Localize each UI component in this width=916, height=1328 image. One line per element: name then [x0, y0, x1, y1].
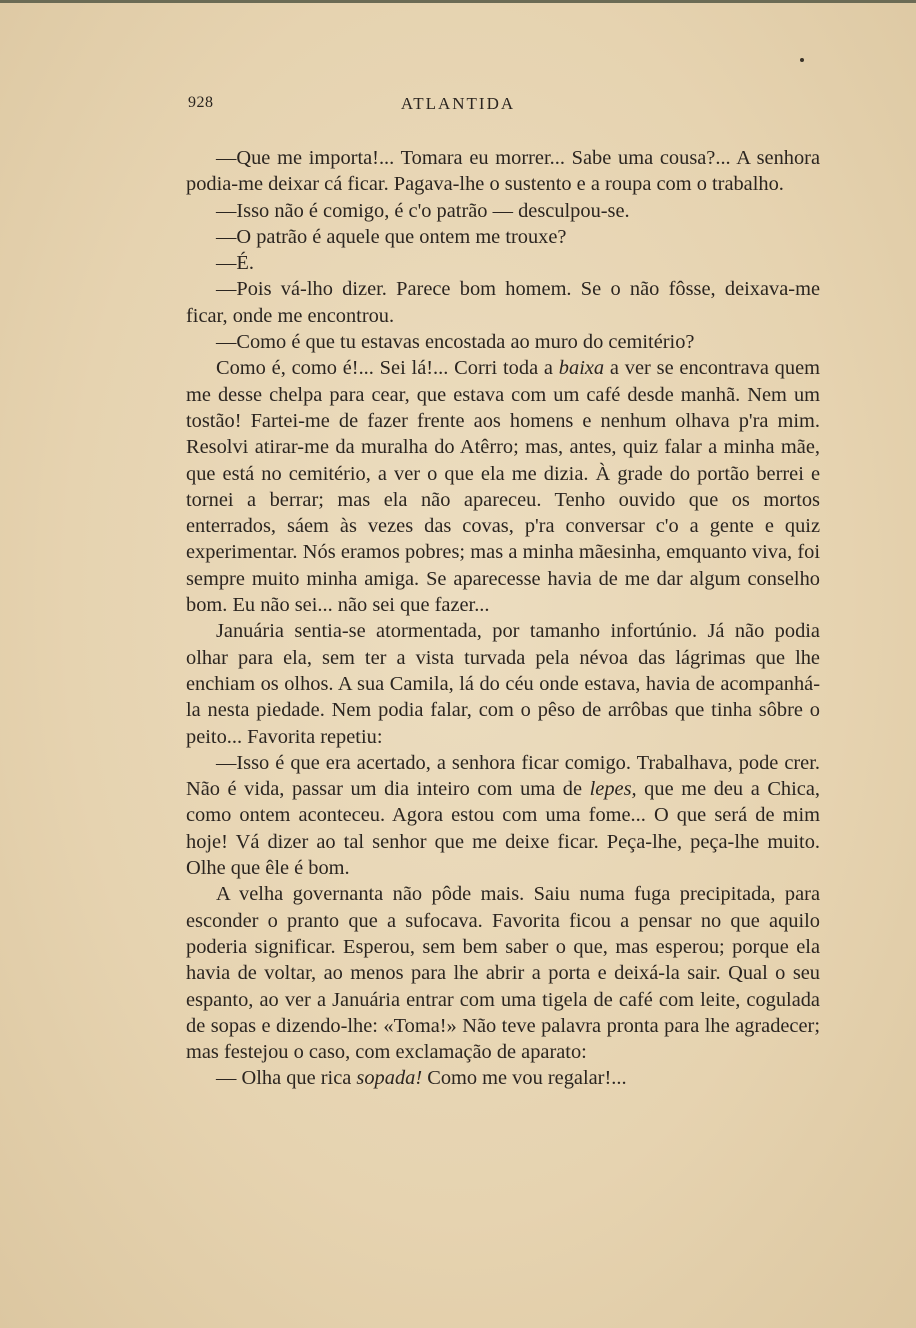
- running-title: ATLANTIDA: [400, 94, 516, 113]
- italic-text-run: sopada!: [356, 1067, 423, 1090]
- page-header: [0, 94, 916, 122]
- text-run: —Como é que tu estavas encostada ao muro do cemitério?: [216, 331, 695, 354]
- paragraph: [186, 750, 820, 881]
- paragraph: [186, 355, 820, 618]
- text-run: a ver se encontrava quem me desse chelpa para cear, que estava com um café desde manhã. Nem um tostão! Fartei-me de fazer frente aos homens e nenhum olhava p'ra mim. Resolvi atirar-me da muralha do Atêrro; mas, antes, quiz falar a minha mãe, que está no cemitério, a ver o que ela me dizia. À grade do portão berrei e tornei a berrar; mas ela não apareceu. Tenho ouvido que os mortos enterrados, sáem às vezes das covas, p'ra conversar c'o a gente e quiz experimentar. Nós eramos pobres; mas a minha mãesinha, emquanto viva, foi sempre muito minha amiga. Se aparecesse havia de me dar algum conselho bom. Eu não sei... não sei que fazer...: [186, 357, 820, 617]
- text-run: —Pois vá-lho dizer. Parece bom homem. Se o não fôsse, deixava-me ficar, onde me encontrou.: [186, 278, 820, 327]
- italic-text-run: baixa: [558, 357, 605, 380]
- text-run: —Isso é que era acertado, a senhora ficar comigo. Trabalhava, pode crer. Não é vida, passar um dia inteiro com uma de: [186, 751, 820, 801]
- page-number: 928: [188, 94, 214, 111]
- text-run: que me deu a Chica, como ontem aconteceu. Agora estou com uma fome... O que será de mim hoje! Vá dizer ao tal senhor que me deixe ficar. Peça-lhe, peça-lhe muito. Olhe que êle é bom.: [186, 778, 820, 880]
- text-run: A velha governanta não pôde mais. Saiu numa fuga precipitada, para esconder o pranto que a sufocava. Favorita ficou a pensar no que aquilo poderia significar. Esperou, sem bem saber o que, mas esperou; porque ela havia de voltar, ao menos para lhe abrir a porta e deixá-la sair. Qual o seu espanto, ao ver a Januária entrar com uma tigela de café com leite, cogulada de sopas e dizendo-lhe: «Toma!» Não teve palavra pronta para lhe agradecer; mas festejou o caso, com exclamação de aparato:: [186, 883, 820, 1064]
- text-run: —Isso não é comigo, é c'o patrão — desculpou-se.: [216, 199, 630, 222]
- text-run: Como é, como é!... Sei lá!... Corri toda a: [216, 357, 559, 380]
- body-text: [186, 145, 820, 1092]
- text-run: Como me vou regalar!...: [422, 1067, 627, 1090]
- paragraph: [186, 145, 820, 198]
- text-run: — Olha que rica: [216, 1067, 357, 1090]
- text-run: Januária sentia-se atormentada, por tamanho infortúnio. Já não podia olhar para ela, sem ter a vista turvada pela névoa das lágrimas que lhe enchiam os olhos. A sua Camila, lá do céu onde estava, havia de acompanhá-la nesta piedade. Nem podia falar, com o pêso de arrôbas que tinha sôbre o peito... Favorita repetiu:: [186, 620, 820, 748]
- page-top-edge: [0, 0, 916, 3]
- paragraph: [186, 250, 820, 276]
- ink-speck: [800, 58, 804, 62]
- text-run: —O patrão é aquele que ontem me trouxe?: [216, 225, 567, 248]
- text-run: —Que me importa!... Tomara eu morrer... Sabe uma cousa?... A senhora podia-me deixar cá ficar. Pagava-lhe o sustento e a roupa com o trabalho.: [186, 147, 820, 196]
- paragraph: [186, 329, 820, 355]
- paragraph: [186, 881, 820, 1065]
- paragraph: [186, 224, 820, 250]
- italic-text-run: lepes,: [589, 778, 637, 801]
- text-run: —É.: [216, 252, 254, 275]
- paragraph: [186, 198, 820, 224]
- paragraph: [186, 618, 820, 749]
- paragraph: [186, 1065, 820, 1091]
- paragraph: [186, 276, 820, 329]
